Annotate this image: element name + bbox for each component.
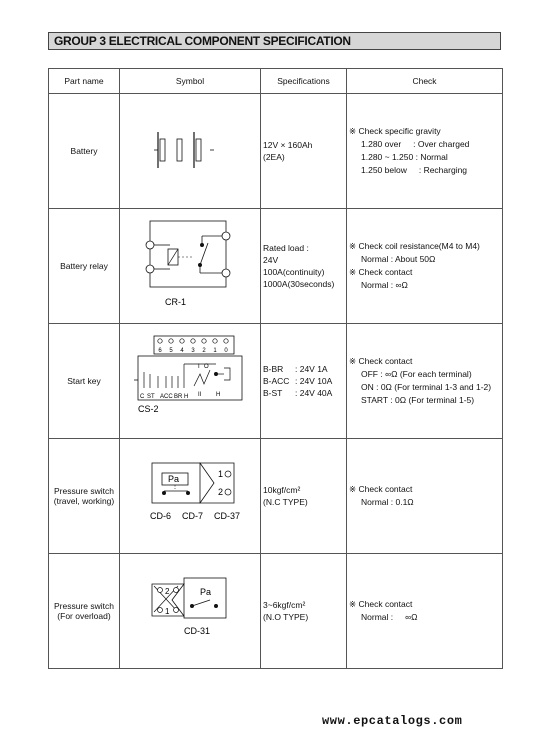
check-cell [347,439,503,554]
symbol-cell [120,324,261,439]
spec-value: : 24V 10A [295,376,333,386]
col-header-check: Check [347,69,503,94]
battery-symbol [120,94,261,206]
terminal-label: 2 [218,487,224,497]
check-line: Normal : About 50Ω [361,254,436,264]
symbol-cell [120,554,261,669]
terminal-label: ACC [160,394,173,400]
part-name-cell [49,439,120,554]
part-name: Pressure switch [54,601,114,611]
spec-terminal: B-ST [263,388,283,398]
pa-label: Pa [168,474,180,484]
part-name-cell [49,209,120,324]
pa-label: Pa [200,587,212,597]
check-value: Normal : [361,612,394,622]
spec-line: 100A(continuity) [263,267,325,277]
check-cell [347,94,503,209]
part-name: Pressure switch [54,486,114,496]
spec-line: (N.O TYPE) [263,612,309,622]
check-line [349,611,502,624]
symbol-label: CD-31 [184,626,211,636]
check-line: ※ Check contact [349,356,413,366]
relay-symbol [120,209,261,321]
symbol-label: CS-2 [138,404,159,414]
spec-line [263,363,346,375]
terminal-label: 5 [169,348,173,354]
terminal-label: C [140,394,145,400]
section-header [48,32,501,50]
spec-line: Rated load : [263,243,309,253]
terminal-label: 1 [165,607,170,616]
terminal-label: 1 [218,469,224,479]
col-header-part: Part name [49,69,120,94]
col-header-symbol: Symbol [120,69,261,94]
check-line: ※ Check contact [349,267,413,277]
spec-line [263,375,346,387]
check-cell [347,554,503,669]
check-line: ※ Check coil resistance(M4 to M4) [349,241,480,251]
check-value: : Over charged [413,139,470,149]
table-row [49,554,503,669]
check-value: : Recharging [418,165,468,175]
check-value: 1.280 over [361,139,402,149]
check-line: ※ Check contact [349,484,413,494]
check-cell [347,324,503,439]
terminal-label: 1 [213,348,217,354]
symbol-cell [120,439,261,554]
pressure-switch-nc-symbol [120,439,261,551]
symbol-label: CD-7 [182,511,204,521]
start-key-symbol [120,324,261,436]
terminal-label: 6 [158,348,162,354]
position-label: I [198,364,200,370]
symbol-label: CR-1 [165,297,187,307]
check-line [349,138,502,151]
check-line: Normal : ∞Ω [361,280,408,290]
part-name-cell [49,324,120,439]
spec-line: 10kgf/cm² [263,485,301,495]
terminal-label: 3 [191,348,195,354]
section-title: GROUP 3 ELECTRICAL COMPONENT SPECIFICATION [54,34,351,48]
part-name: (travel, working) [53,496,115,506]
table-row [49,209,503,324]
terminal-label: ST [147,394,155,400]
spec-cell [261,324,347,439]
spec-cell [261,209,347,324]
check-line: 1.280 ~ 1.250 : Normal [361,152,448,162]
check-line: ※ Check contact [349,599,413,609]
spec-line: (N.C TYPE) [263,497,308,507]
terminal-label: 0 [224,348,228,354]
part-name: (For overload) [57,611,111,621]
check-line [349,164,502,177]
table-row [49,439,503,554]
check-line: ※ Check specific gravity [349,126,441,136]
check-cell [347,209,503,324]
table-row [49,94,503,209]
table-row [49,324,503,439]
part-name: Battery relay [60,261,108,271]
part-name-cell [49,554,120,669]
spec-line: 24V [263,255,279,265]
terminal-label: H [184,394,189,400]
check-line: START : 0Ω (For terminal 1-5) [361,395,475,405]
part-name: Battery [70,146,98,156]
spec-cell [261,94,347,209]
spec-line: 1000A(30seconds) [263,279,335,289]
symbol-label: CD-37 [214,511,241,521]
spec-value: : 24V 1A [295,364,328,374]
check-value: ∞Ω [405,612,418,622]
spec-line: 12V × 160Ah [263,140,313,150]
spec-line [263,387,346,399]
check-line: ON : 0Ω (For terminal 1-3 and 1-2) [361,382,492,392]
terminal-label: BR [174,394,183,400]
position-label: H [216,392,221,398]
position-label: II [198,392,202,398]
terminal-label: 2 [165,587,170,596]
spec-line: 3~6kgf/cm² [263,600,306,610]
check-line: Normal : 0.1Ω [361,497,414,507]
spec-terminal: B-ACC [263,376,290,386]
symbol-label: CD-6 [150,511,172,521]
footer-watermark: www.epcatalogs.com [322,714,463,728]
terminal-label: 2 [202,348,206,354]
spec-cell [261,439,347,554]
position-label: O [204,364,209,370]
col-header-specs: Specifications [261,69,347,94]
spec-line: (2EA) [263,152,285,162]
spec-table [48,68,503,669]
terminal-label: 4 [180,348,184,354]
spec-terminal: B-BR [263,364,284,374]
spec-cell [261,554,347,669]
pressure-switch-no-symbol [120,554,261,666]
symbol-cell [120,209,261,324]
part-name-cell [49,94,120,209]
check-line: OFF : ∞Ω (For each terminal) [361,369,472,379]
check-value: 1.250 below [361,165,407,175]
table-header-row [49,69,503,94]
symbol-cell [120,94,261,209]
spec-value: : 24V 40A [295,388,333,398]
part-name: Start key [67,376,101,386]
